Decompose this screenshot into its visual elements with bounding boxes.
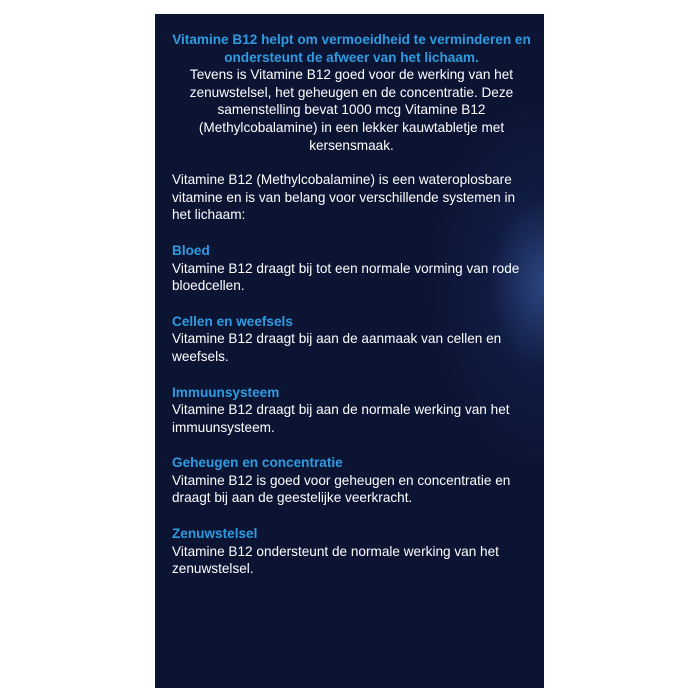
section-text: Vitamine B12 ondersteunt de normale werking van het zenuwstelsel. (172, 543, 499, 577)
section-title: Cellen en weefsels (172, 313, 293, 329)
section-bloed (172, 242, 531, 295)
section-cellen-en-weefsels (172, 313, 531, 366)
intro-body: Tevens is Vitamine B12 goed voor de werking van het zenuwstelsel, het geheugen en de concentratie. Deze samenstelling bevat 1000 mcg Vitamine B12 (Methylcobalamine) in een lekker kauwtabletje met kersensmaak. (189, 67, 514, 153)
section-title: Bloed (172, 242, 210, 258)
section-text: Vitamine B12 draagt bij tot een normale vorming van rode bloedcellen. (172, 260, 520, 294)
section-geheugen-en-concentratie (172, 454, 531, 507)
section-zenuwstelsel (172, 525, 531, 578)
section-text: Vitamine B12 draagt bij aan de normale werking van het immuunsysteem. (172, 402, 510, 435)
section-title: Zenuwstelsel (172, 526, 258, 542)
product-info-panel (155, 14, 544, 688)
intro-block (172, 31, 531, 154)
section-immuunsysteem (172, 384, 531, 437)
intro-lead: Vitamine B12 helpt om vermoeidheid te verminderen en ondersteunt de afweer van het lichaam. (172, 32, 531, 65)
description-paragraph: Vitamine B12 (Methylcobalamine) is een wateroplosbare vitamine en is van belang voor verschillende systemen in het lichaam: (172, 172, 516, 223)
section-text: Vitamine B12 draagt bij aan de aanmaak van cellen en weefsels. (172, 331, 502, 364)
section-title: Geheugen en concentratie (172, 455, 343, 471)
section-text: Vitamine B12 is goed voor geheugen en concentratie en draagt bij aan de geestelijke veerkracht. (172, 472, 511, 506)
section-title: Immuunsysteem (172, 384, 280, 400)
